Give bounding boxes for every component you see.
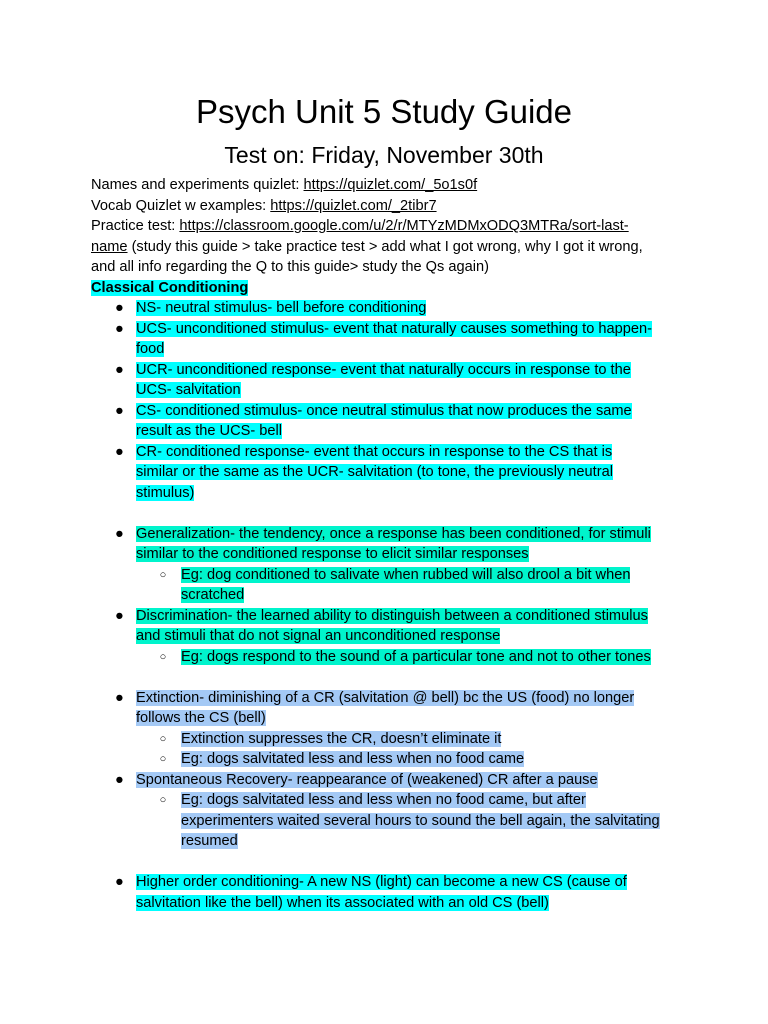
vocab-quizlet-link[interactable]: https://quizlet.com/_2tibr7 <box>270 197 437 214</box>
list-item-text: similar to the conditioned response to elicit similar responses <box>136 546 529 562</box>
list-item-ns <box>91 298 691 319</box>
practice-test-line-2 <box>91 237 691 258</box>
list-item-cr-cont <box>91 483 691 504</box>
vocab-quizlet-label: Vocab Quizlet w examples: <box>91 197 271 214</box>
list-item-text: NS- neutral stimulus- bell before conditioning <box>136 300 427 316</box>
list-item-spontaneous-recovery <box>91 770 691 791</box>
list-item-higher-order <box>91 872 691 893</box>
names-quizlet-line <box>91 175 691 196</box>
practice-test-link[interactable]: https://classroom.google.com/u/2/r/MTYzMDMxODQ3MTRa/sort-last- <box>179 218 629 234</box>
list-item-ucr-cont <box>91 380 691 401</box>
list-item-text: food <box>136 341 165 357</box>
sub-bullet-icon: ○ <box>159 650 167 663</box>
list-item-discrimination <box>91 606 691 627</box>
bullet-icon: ● <box>115 689 124 706</box>
list-item-text: Generalization- the tendency, once a response has been conditioned, for stimuli <box>136 525 651 542</box>
section-heading-text: Classical Conditioning <box>91 279 249 296</box>
list-item-extinction-cont <box>91 708 691 729</box>
list-item-cr-cont <box>91 462 691 483</box>
bullet-icon: ● <box>115 300 124 316</box>
page-subtitle: Test on: Friday, November 30th <box>224 142 544 168</box>
sub-item-text: Eg: dogs respond to the sound of a particular tone and not to other tones <box>181 648 651 665</box>
list-item-text: UCR- unconditioned response- event that naturally occurs in response to the <box>136 361 631 378</box>
list-item-ucr <box>91 360 691 381</box>
page-title: Psych Unit 5 Study Guide <box>195 93 573 130</box>
practice-test-link-cont[interactable]: name <box>91 238 128 255</box>
bullet-icon: ● <box>115 402 124 419</box>
list-item-text: CR- conditioned response- event that occurs in response to the CS that is <box>136 443 613 460</box>
list-item-ucs <box>91 319 691 340</box>
list-item-text: Higher order conditioning- A new NS (light) can become a new CS (cause of <box>136 874 627 890</box>
list-item-text: UCS- unconditioned stimulus- event that naturally causes something to happen- <box>136 320 652 337</box>
bullet-icon: ● <box>115 320 124 337</box>
list-item-higher-order-cont <box>91 893 691 914</box>
sub-item-discrimination-eg <box>91 647 691 668</box>
bullet-icon: ● <box>115 525 124 542</box>
sub-item-text: Eg: dog conditioned to salivate when rubbed will also drool a bit when <box>181 566 631 583</box>
list-item-text: Spontaneous Recovery- reappearance of (weakened) CR after a pause <box>136 771 598 788</box>
sub-item-text: Eg: dogs salvitated less and less when no food came <box>181 751 525 767</box>
list-item-ucs-cont <box>91 339 691 360</box>
document-body <box>91 175 691 913</box>
list-item-text: similar or the same as the UCR- salvitation (to tone, the previously neutral <box>136 464 613 480</box>
sub-item-spontaneous-eg-cont <box>91 831 691 852</box>
sub-item-text: scratched <box>181 587 245 603</box>
list-item-generalization-cont <box>91 544 691 565</box>
names-quizlet-link[interactable]: https://quizlet.com/_5o1s0f <box>303 177 478 193</box>
practice-test-note-cont: and all info regarding the Q to this guide> study the Qs again) <box>91 259 489 275</box>
sub-item-extinction-1 <box>91 729 691 750</box>
sub-item-spontaneous-eg-cont <box>91 811 691 832</box>
list-item-text: UCS- salvitation <box>136 382 241 398</box>
bullet-icon: ● <box>115 771 124 788</box>
list-item-text: salvitation like the bell) when its associated with an old CS (bell) <box>136 894 549 911</box>
practice-test-label: Practice test: <box>91 218 180 234</box>
list-item-extinction <box>91 688 691 709</box>
sub-bullet-icon: ○ <box>159 794 167 806</box>
list-item-text: follows the CS (bell) <box>136 710 266 726</box>
practice-test-note: (study this guide > take practice test > add what I got wrong, why I got it wrong, <box>127 238 643 255</box>
list-item-cs <box>91 401 691 422</box>
sub-item-text: Eg: dogs salvitated less and less when no food came, but after <box>181 792 586 808</box>
names-quizlet-label: Names and experiments quizlet: <box>91 177 304 193</box>
sub-item-spontaneous-eg <box>91 790 691 811</box>
sub-bullet-icon: ○ <box>159 753 167 765</box>
sub-item-text: experimenters waited several hours to sound the bell again, the salvitating <box>181 812 660 829</box>
list-item-text: stimulus) <box>136 484 195 501</box>
list-item-discrimination-cont <box>91 626 691 647</box>
practice-test-line <box>91 216 691 237</box>
sub-bullet-icon: ○ <box>159 732 167 745</box>
list-item-text: and stimuli that do not signal an unconditioned response <box>136 628 501 644</box>
practice-test-note-line <box>91 257 691 278</box>
list-item-text: CS- conditioned stimulus- once neutral stimulus that now produces the same <box>136 402 632 419</box>
sub-item-text: Extinction suppresses the CR, doesn’t eliminate it <box>181 730 502 747</box>
bullet-icon: ● <box>115 607 124 624</box>
section-heading <box>91 278 691 299</box>
vocab-quizlet-line <box>91 196 691 217</box>
list-item-text: Extinction- diminishing of a CR (salvitation @ bell) bc the US (food) no longer <box>136 689 635 706</box>
list-item-cs-cont <box>91 421 691 442</box>
sub-item-extinction-2 <box>91 749 691 770</box>
bullet-icon: ● <box>115 443 124 460</box>
sub-item-text: resumed <box>181 833 238 849</box>
list-item-generalization <box>91 524 691 545</box>
list-item-cr <box>91 442 691 463</box>
bullet-icon: ● <box>115 361 124 378</box>
list-item-text: Discrimination- the learned ability to distinguish between a conditioned stimulus <box>136 607 648 624</box>
bullet-icon: ● <box>115 874 124 890</box>
sub-item-generalization-eg <box>91 565 691 586</box>
sub-item-generalization-eg-cont <box>91 585 691 606</box>
sub-bullet-icon: ○ <box>159 568 167 581</box>
list-item-text: result as the UCS- bell <box>136 423 282 439</box>
